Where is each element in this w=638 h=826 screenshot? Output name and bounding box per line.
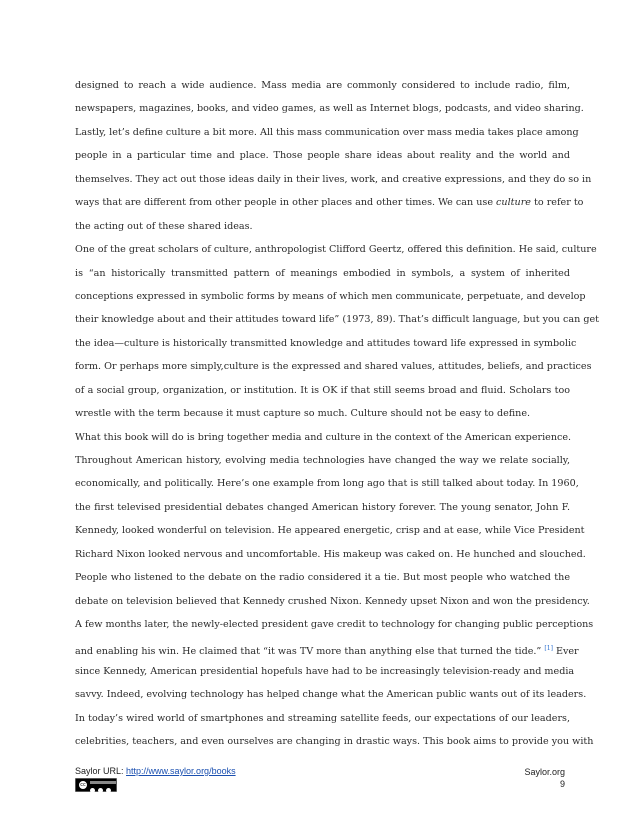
- text-line: In today’s wired world of smartphones and streaming satellite feeds, our expectations of our leaders,: [75, 712, 570, 724]
- text-line: designed to reach a wide audience. Mass media are commonly considered to include radio, film,: [75, 80, 570, 91]
- italic-term: culture: [496, 197, 531, 209]
- text-line: debate on television believed that Kennedy crushed Nixon. Kennedy upset Nixon and won the presidency.: [75, 595, 590, 607]
- text-line: form. Or perhaps more simply,culture is the expressed and shared values, attitudes, beliefs, and practices: [75, 361, 592, 373]
- text-span: and enabling his win. He claimed that “it was TV more than anything else that turned the tide.”: [75, 645, 542, 657]
- text-line: the acting out of these shared ideas.: [75, 220, 253, 232]
- text-line: people in a particular time and place. Those people share ideas about reality and the world and: [75, 150, 570, 162]
- text-line: of a social group, organization, or institution. It is OK if that still seems broad and fluid. Scholars too: [75, 384, 570, 396]
- text-line: celebrities, teachers, and even ourselves are changing in drastic ways. This book aims to provide you with: [75, 736, 594, 748]
- text-line: Richard Nixon looked nervous and uncomfortable. His makeup was caked on. He hunched and slouched.: [75, 548, 586, 560]
- text-span: ways that are different from other people in other places and other times. We can use: [75, 197, 497, 209]
- footer-site-info: [524, 766, 565, 790]
- page-number: 9: [559, 779, 565, 789]
- text-line: savvy. Indeed, evolving technology has helped change what the American public wants out of its leaders.: [75, 689, 587, 701]
- text-line: A few months later, the newly-elected president gave credit to technology for changing public perceptions: [75, 619, 594, 631]
- text-line: Kennedy, looked wonderful on television. He appeared energetic, crisp and at ease, while Vice President: [75, 525, 585, 537]
- text-line: newspapers, magazines, books, and video games, as well as Internet blogs, podcasts, and video sharing.: [75, 103, 584, 115]
- text-line: is “an historically transmitted pattern of meanings embodied in symbols, a system of inherited: [75, 267, 570, 279]
- text-line: since Kennedy, American presidential hopefuls have had to be increasingly television-ready and media: [75, 665, 575, 677]
- saylor-books-link[interactable]: http://www.saylor.org/books: [126, 766, 236, 776]
- text-line: themselves. They act out those ideas daily in their lives, work, and creative expressions, and they do so in: [75, 173, 592, 185]
- text-line: economically, and politically. Here’s one example from long ago that is still talked about today. In 1960,: [75, 478, 579, 490]
- text-line: wrestle with the term because it must capture so much. Culture should not be easy to define.: [75, 408, 531, 420]
- text-line: [75, 637, 579, 660]
- text-span: to refer to: [530, 197, 584, 209]
- footnote-citation-link[interactable]: [1]: [544, 644, 553, 652]
- text-line: One of the great scholars of culture, anthropologist Clifford Geertz, offered this definition. He said, culture: [75, 244, 597, 256]
- text-line: Throughout American history, evolving media technologies have changed the way we relate socially,: [75, 455, 570, 466]
- text-line: their knowledge about and their attitudes toward life” (1973, 89). That’s difficult language, but you can get: [75, 314, 600, 326]
- text-line: the idea—culture is historically transmitted knowledge and attitudes toward life expressed in symbolic: [75, 337, 577, 349]
- license-attribute-icons: [90, 785, 116, 791]
- text-line: What this book will do is bring together media and culture in the context of the American experience.: [75, 431, 572, 443]
- text-line: the first televised presidential debates changed American history forever. The young senator, John F.: [75, 501, 570, 513]
- text-line: conceptions expressed in symbolic forms by means of which men communicate, perpetuate, and develop: [75, 290, 586, 302]
- text-line: [75, 191, 584, 214]
- footer-url-label: Saylor URL:: [75, 766, 127, 776]
- creative-commons-by-badge-icon: [75, 778, 117, 792]
- footer-source: [75, 766, 236, 776]
- text-line: People who listened to the debate on the radio considered it a tie. But most people who watched the: [75, 572, 570, 584]
- text-span: Ever: [552, 645, 579, 657]
- cc-logo-icon: cc: [78, 780, 88, 790]
- body-text: [75, 74, 600, 754]
- license-bar: [90, 781, 116, 784]
- page-footer: [75, 766, 565, 806]
- footer-site-name: Saylor.org: [524, 767, 565, 777]
- text-line: Lastly, let’s define culture a bit more. All this mass communication over mass media takes place among: [75, 126, 579, 138]
